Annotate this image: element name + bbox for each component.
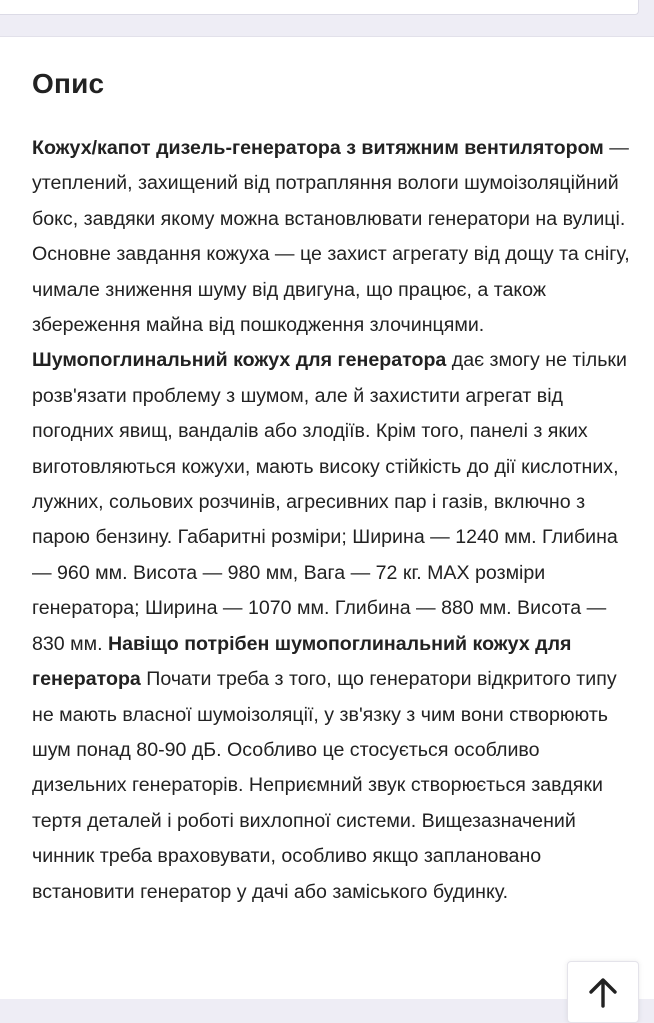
previous-section-card — [0, 0, 639, 15]
scroll-to-top-button[interactable] — [567, 961, 639, 1023]
description-bold-noise-absorbing: Шумопоглинальний кожух для генератора — [32, 349, 447, 372]
description-title: Опис — [32, 68, 105, 99]
description-text — [32, 131, 632, 910]
description-bold-why-needed: Навіщо потрібен шумопоглинальний кожух для генератора — [32, 632, 572, 691]
description-text-intro: — утеплений, захищений від потрапляння вологи шумоізоляційний бокс, завдяки якому можна встановлювати генератори на вулиці. Основне завдання кожуха — це захист агрегату від дощу та снігу, чимале зниження шуму від двигуна, що працює, а також збереження майна від пошкодження злочинцями. — [32, 137, 630, 337]
arrow-up-icon — [587, 976, 619, 1008]
description-bold-kozhukh: Кожух/капот дизель-генератора з витяжним вентилятором — [32, 137, 604, 159]
description-text-dimensions: дає змогу не тільки розв'язати проблему з шумом, але й захистити агрегат від погодних явищ, вандалів або злодіїв. Крім того, панелі з яких виготовляються кожухи, мають високу стійкість до дії кислотних, лужних, сольових розчинів, агресивних пар і газів, включно з парою бензину. Габаритні розміри; Ширина — 1240 мм. Глибина — 960 мм. Висота — 980 мм, Вага — 72 кг. MAX розміри генератора; Ширина — 1070 мм. Глибина — 880 мм. Висота — 830 мм. — [32, 349, 627, 655]
description-text-conclusion: Почати треба з того, що генератори відкритого типу не мають власної шумоізоляції, у зв'язку з чим вони створюють шум понад 80-90 дБ. Особливо це стосується особливо дизельних генераторів. Неприємний звук створюється завдяки тертя деталей і роботі вихлопної системи. Вищезазначений чинник треба враховувати, особливо якщо заплановано встановити генератор у дачі або заміського будинку. — [32, 668, 617, 903]
description-section — [0, 36, 654, 999]
